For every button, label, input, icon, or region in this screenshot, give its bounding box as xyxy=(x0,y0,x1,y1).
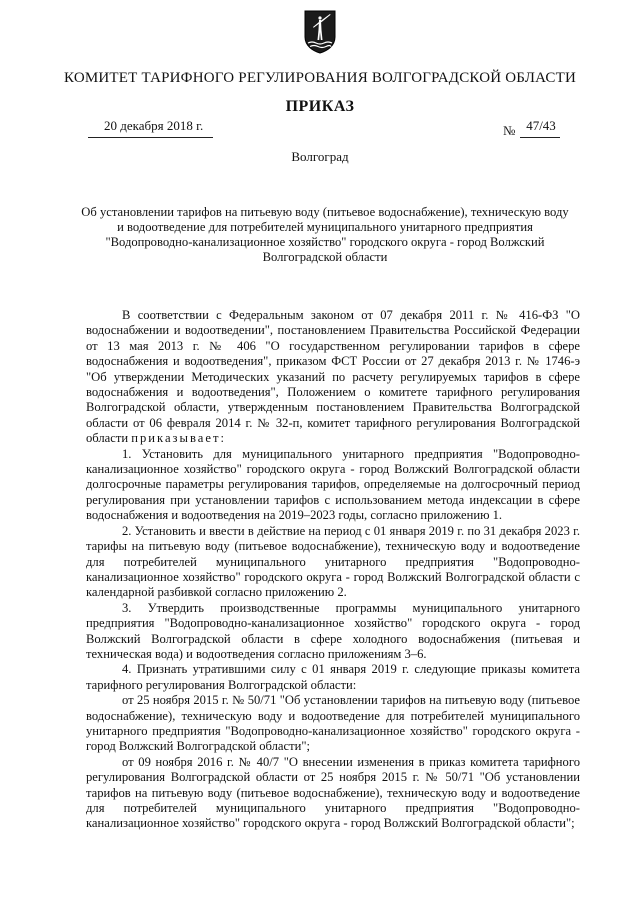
number-underline xyxy=(520,137,560,138)
document-type-title: ПРИКАЗ xyxy=(285,98,355,115)
date-underline xyxy=(88,137,213,138)
document-number: 47/43 xyxy=(526,118,556,133)
number-sign: № xyxy=(503,123,516,138)
document-date: 20 декабря 2018 г. xyxy=(104,118,204,133)
order-item: 1. Установить для муниципального унитарного предприятия "Водопроводно-канализационное хозяйство" городского округа - город Волжский Волгоградской области долгосрочные параметры регулирования тарифов, определяемые на долгосрочный период регулирования при установлении тарифов с использованием метода индексации в сфере водоснабжения и водоотведения на 2019–2023 годы, согласно приложению 1. xyxy=(86,446,580,523)
document-city: Волгоград xyxy=(291,149,349,164)
order-item: 4. Признать утратившими силу с 01 января 2019 г. следующие приказы комитета тарифного регулирования Волгоградской области: xyxy=(86,662,580,692)
preamble-verb: приказывает: xyxy=(131,431,226,446)
preamble-text: В соответствии с Федеральным законом от 07 декабря 2011 г. № 416-ФЗ "О водоснабжении и водоотведении", постановлением Правительства Российской Федерации от 13 мая 2013 г. № 406 "О государственном регулировании тарифов в сфере водоснабжения и водоотведения", приказом ФСТ России от 27 декабря 2013 г. № 1746-э "Об утверждении Методических указаний по расчету регулируемых тарифов в сфере водоснабжения и водоотведения", Положением о комитете тарифного регулирования Волгоградской области, утвержденным постановлением Правительства Волгоградской области от 06 февраля 2014 г. № 32-п, комитет тарифного регулирования Волгоградской области xyxy=(86,308,580,446)
document-subject: Об установлении тарифов на питьевую воду (питьевое водоснабжение), техническую воду и водоотведение для потребителей муниципального унитарного предприятия "Водопроводно-канализационное хозяйство" городского округа - город Волжский Волгоградской области xyxy=(81,205,569,264)
repealed-order-item: от 09 ноября 2016 г. № 40/7 "О внесении изменения в приказ комитета тарифного регулирования Волгоградской области от 25 ноября 2015 г. № 50/71 "Об установлении тарифов на питьевую воду (питьевое водоснабжение), техническую воду и водоотведение для потребителей муниципального унитарного предприятия "Водопроводно-канализационное хозяйство" городского округа - город Волжский Волгоградской области"; xyxy=(86,754,580,831)
preamble-paragraph xyxy=(86,308,580,447)
document-body xyxy=(86,308,580,832)
coat-of-arms-icon xyxy=(304,10,336,54)
organization-name: КОМИТЕТ ТАРИФНОГО РЕГУЛИРОВАНИЯ ВОЛГОГРАДСКОЙ ОБЛАСТИ xyxy=(63,70,576,86)
order-item: 2. Установить и ввести в действие на период с 01 января 2019 г. по 31 декабря 2023 г. тарифы на питьевую воду (питьевое водоснабжение), техническую воду и водоотведение для потребителей муниципального унитарного предприятия "Водопроводно-канализационное хозяйство" городского округа - город Волжский Волгоградской области с календарной разбивкой согласно приложению 2. xyxy=(86,523,580,600)
repealed-order-item: от 25 ноября 2015 г. № 50/71 "Об установлении тарифов на питьевую воду (питьевое водоснабжение), техническую воду и водоотведение для потребителей муниципального унитарного предприятия "Водопроводно-канализационное хозяйство" городского округа - город Волжский Волгоградской области"; xyxy=(86,693,580,754)
order-item: 3. Утвердить производственные программы муниципального унитарного предприятия "Водопроводно-канализационное хозяйство" городского округа - город Волжский Волгоградской области в сфере холодного водоснабжения (питьевая и техническая вода) и водоотведения согласно приложениям 3–6. xyxy=(86,600,580,661)
